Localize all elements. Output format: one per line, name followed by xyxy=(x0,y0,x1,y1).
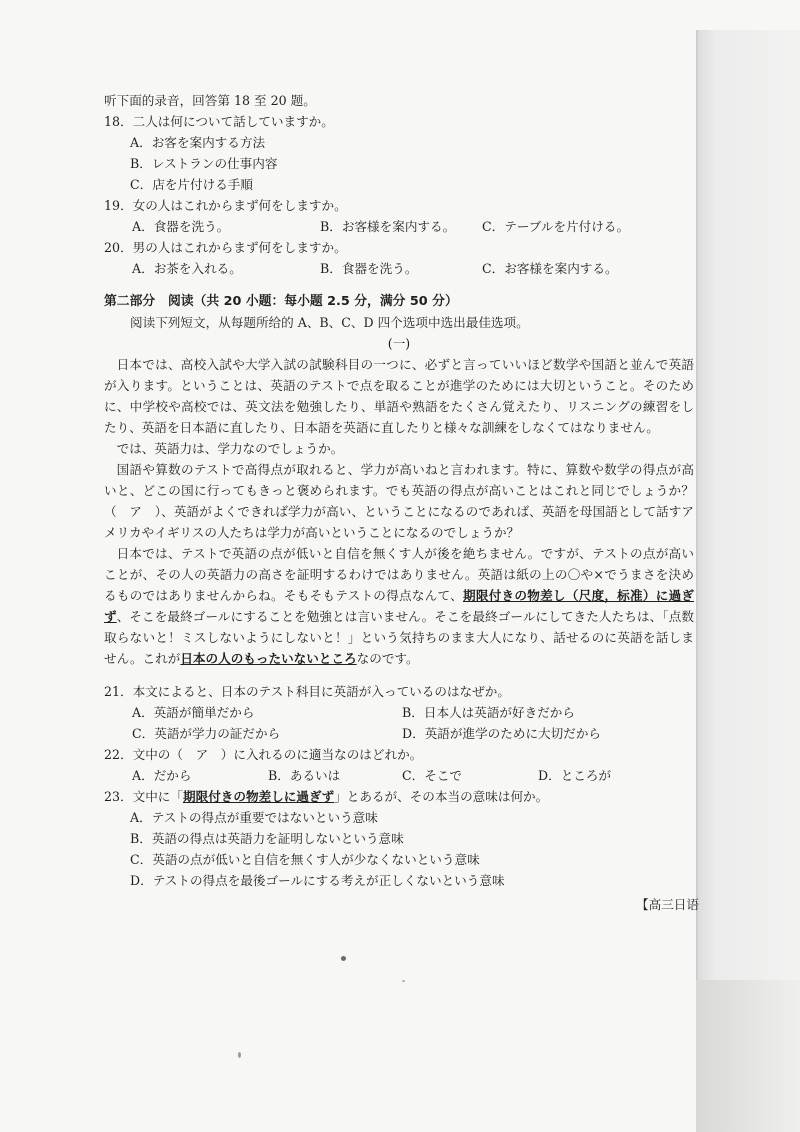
q18-option-c: C．店を片付ける手順 xyxy=(130,177,253,192)
q18-option-a: A．お客を案内する方法 xyxy=(130,135,266,150)
q19-option-c: C．テーブルを片付ける。 xyxy=(482,219,630,234)
paragraph-4-text-1: 日本では、テストで英語の点が低いと自信を無くす人が後を絶ちません。ですが、テストの点が高いことが、その人の英語力の高さを証明するわけではありません。英語は紙の上の〇や×でうまさを決めるものではありませんからね。そもそもテストの得点なんて、 xyxy=(104,546,694,603)
q22-options xyxy=(104,765,694,786)
q18-option-b: B．レストランの仕事内容 xyxy=(130,156,278,171)
q20-option-a: A．お茶を入れる。 xyxy=(132,261,242,276)
underlined-phrase-1: 期限付きの物差し（尺度，标准）に過ぎず xyxy=(104,588,695,624)
question-22: 22．文中の（ ア ）に入れるのに適当なのはどれか。 xyxy=(104,747,423,762)
q21-options-row-2 xyxy=(104,723,694,744)
q21-option-c: C．英語が学力の証だから xyxy=(132,726,281,741)
question-21: 21．本文によると、日本のテスト科目に英語が入っているのはなぜか。 xyxy=(104,684,510,699)
q21-option-b: B．日本人は英語が好きだから xyxy=(402,705,575,720)
document-content xyxy=(104,90,694,891)
q19-option-a: A．食器を洗う。 xyxy=(132,219,230,234)
passage-paragraph-4 xyxy=(104,543,694,669)
reading-instruction: 阅读下列短文，从每题所给的 A、B、C、D 四个选项中选出最佳选项。 xyxy=(130,315,529,330)
q19-options xyxy=(104,216,694,237)
passage-number: (一) xyxy=(387,336,411,351)
q22-option-a: A．だから xyxy=(132,768,192,783)
question-23 xyxy=(104,786,694,807)
q20-option-c: C．お客様を案内する。 xyxy=(482,261,618,276)
q21-option-d: D．英語が進学のために大切だから xyxy=(402,726,602,741)
q23-text-1: 23．文中に「 xyxy=(104,789,183,804)
question-20: 20．男の人はこれからまず何をしますか。 xyxy=(104,240,347,255)
q20-options xyxy=(104,258,694,279)
scan-speck xyxy=(341,956,346,961)
passage-paragraph-3: 国語や算数のテストで高得点が取れると、学力が高いねと言われます。特に、算数や数学の得点が高いと、どこの国に行ってもきっと褒められます。でも英語の得点が高いことはこれと同じでしょうか？（ ア ）、英語がよくできれば学力が高い、ということになるのであれば、英語を母国語として話すアメリカやイギリスの人たちは学力が高いということになるのでしょうか？ xyxy=(104,462,694,540)
scan-speck xyxy=(402,980,405,982)
q22-option-d: D．ところが xyxy=(538,768,612,783)
reading-passage xyxy=(104,354,694,669)
passage-paragraph-2: では、英語力は、学力なのでしょうか。 xyxy=(116,441,344,456)
q21-option-a: A．英語が簡単だから xyxy=(132,705,255,720)
q19-option-b: B．お客様を案内する。 xyxy=(320,219,456,234)
paragraph-4-text-2: 、そこを最終ゴールにすることを勉強とは言いません。そこを最終ゴールにしてきた人たちは、「点数取らないと！ミスしないようにしないと！」という気持ちのまま大人になり、話せるのに英語を話しません。これが xyxy=(104,609,695,666)
q23-option-c: C．英語の点が低いと自信を無くす人が少なくないという意味 xyxy=(130,852,480,867)
q20-option-b: B．食器を洗う。 xyxy=(320,261,418,276)
q22-option-c: C．そこで xyxy=(402,768,463,783)
q22-option-b: B．あるいは xyxy=(268,768,341,783)
q23-text-2: 」とあるが、その本当の意味は何か。 xyxy=(334,789,549,804)
q23-option-b: B．英語の得点は英語力を証明しないという意味 xyxy=(130,831,404,846)
scan-shadow-band xyxy=(696,30,800,980)
underlined-phrase-2: 日本の人のもったいないところ xyxy=(180,651,357,666)
q23-underlined-phrase: 期限付きの物差しに過ぎず xyxy=(183,789,335,804)
footer-label: 【高三日语 xyxy=(636,897,699,912)
q23-option-d: D．テストの得点を最後ゴールにする考えが正しくないという意味 xyxy=(130,873,505,888)
question-18: 18．二人は何について話していますか。 xyxy=(104,114,334,129)
scan-shadow-band-lower xyxy=(696,980,800,1132)
scan-speck xyxy=(238,1052,241,1058)
q21-options-row-1 xyxy=(104,702,694,723)
q23-option-a: A．テストの得点が重要ではないという意味 xyxy=(130,810,378,825)
question-19: 19．女の人はこれからまず何をしますか。 xyxy=(104,198,347,213)
listening-instruction: 听下面的录音，回答第 18 至 20 题。 xyxy=(104,93,316,108)
reading-section-title: 第二部分 阅读（共 20 小题：每小题 2.5 分，满分 50 分） xyxy=(104,294,458,309)
passage-paragraph-1: 日本では、高校入試や大学入試の試験科目の一つに、必ずと言っていいほど数学や国語と並んで英語が入ります。ということは、英語のテストで点を取ることが進学のためには大切ということ。そのために、中学校や高校では、英文法を勉強したり、単語や熟語をたくさん覚えたり、リスニングの練習をしたり、英語を日本語に直したり、日本語を英語に直したりと様々な訓練をしなくてはなりません。 xyxy=(104,357,694,435)
paragraph-4-text-3: なのです。 xyxy=(356,651,419,666)
